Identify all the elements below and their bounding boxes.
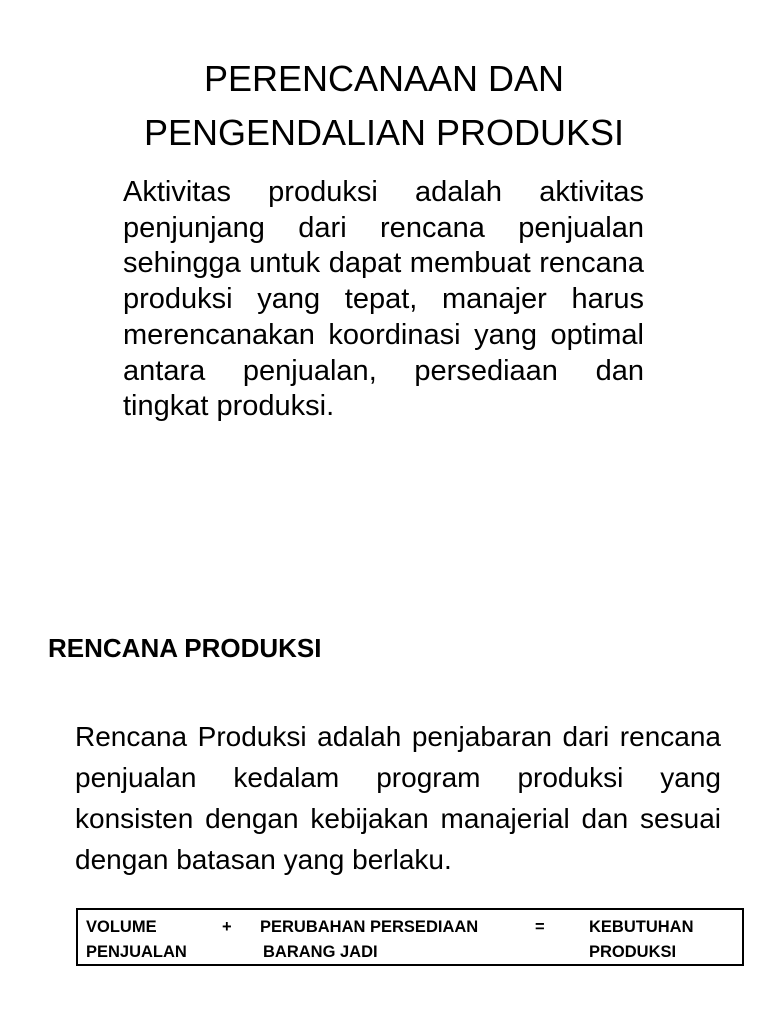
formula-result-production-needs-line-1: KEBUTUHAN — [589, 918, 694, 936]
formula-plus-operator: + — [222, 918, 232, 936]
formula-result-production-needs — [589, 915, 694, 965]
formula-term-inventory-change — [260, 915, 478, 965]
formula-term-sales-volume — [86, 915, 187, 965]
page-title-line-2: PENGENDALIAN PRODUKSI — [143, 112, 625, 153]
formula-equals-operator: = — [535, 918, 545, 936]
formula-term-sales-volume-line-1: VOLUME — [86, 918, 157, 936]
formula-box — [76, 908, 744, 966]
page-title — [0, 52, 768, 160]
formula-term-inventory-change-line-1: PERUBAHAN PERSEDIAAN — [260, 918, 479, 936]
section-heading: RENCANA PRODUKSI — [48, 633, 322, 663]
formula-term-sales-volume-line-2: PENJUALAN — [86, 943, 187, 961]
page-title-line-1: PERENCANAAN DAN — [203, 58, 565, 99]
formula-result-production-needs-line-2: PRODUKSI — [589, 943, 677, 961]
definition-paragraph: Rencana Produksi adalah penjabaran dari rencana penjualan kedalam program produksi yang konsisten dengan kebijakan manajerial dan sesuai dengan batasan yang berlaku. — [75, 721, 721, 875]
intro-paragraph: Aktivitas produksi adalah aktivitas penjunjang dari rencana penjualan sehingga untuk dapat membuat rencana produksi yang tepat, manajer harus merencanakan koordinasi yang optimal antara penjualan, persediaan dan tingkat produksi. — [123, 176, 644, 423]
formula-term-inventory-change-line-2: BARANG JADI — [263, 943, 378, 961]
